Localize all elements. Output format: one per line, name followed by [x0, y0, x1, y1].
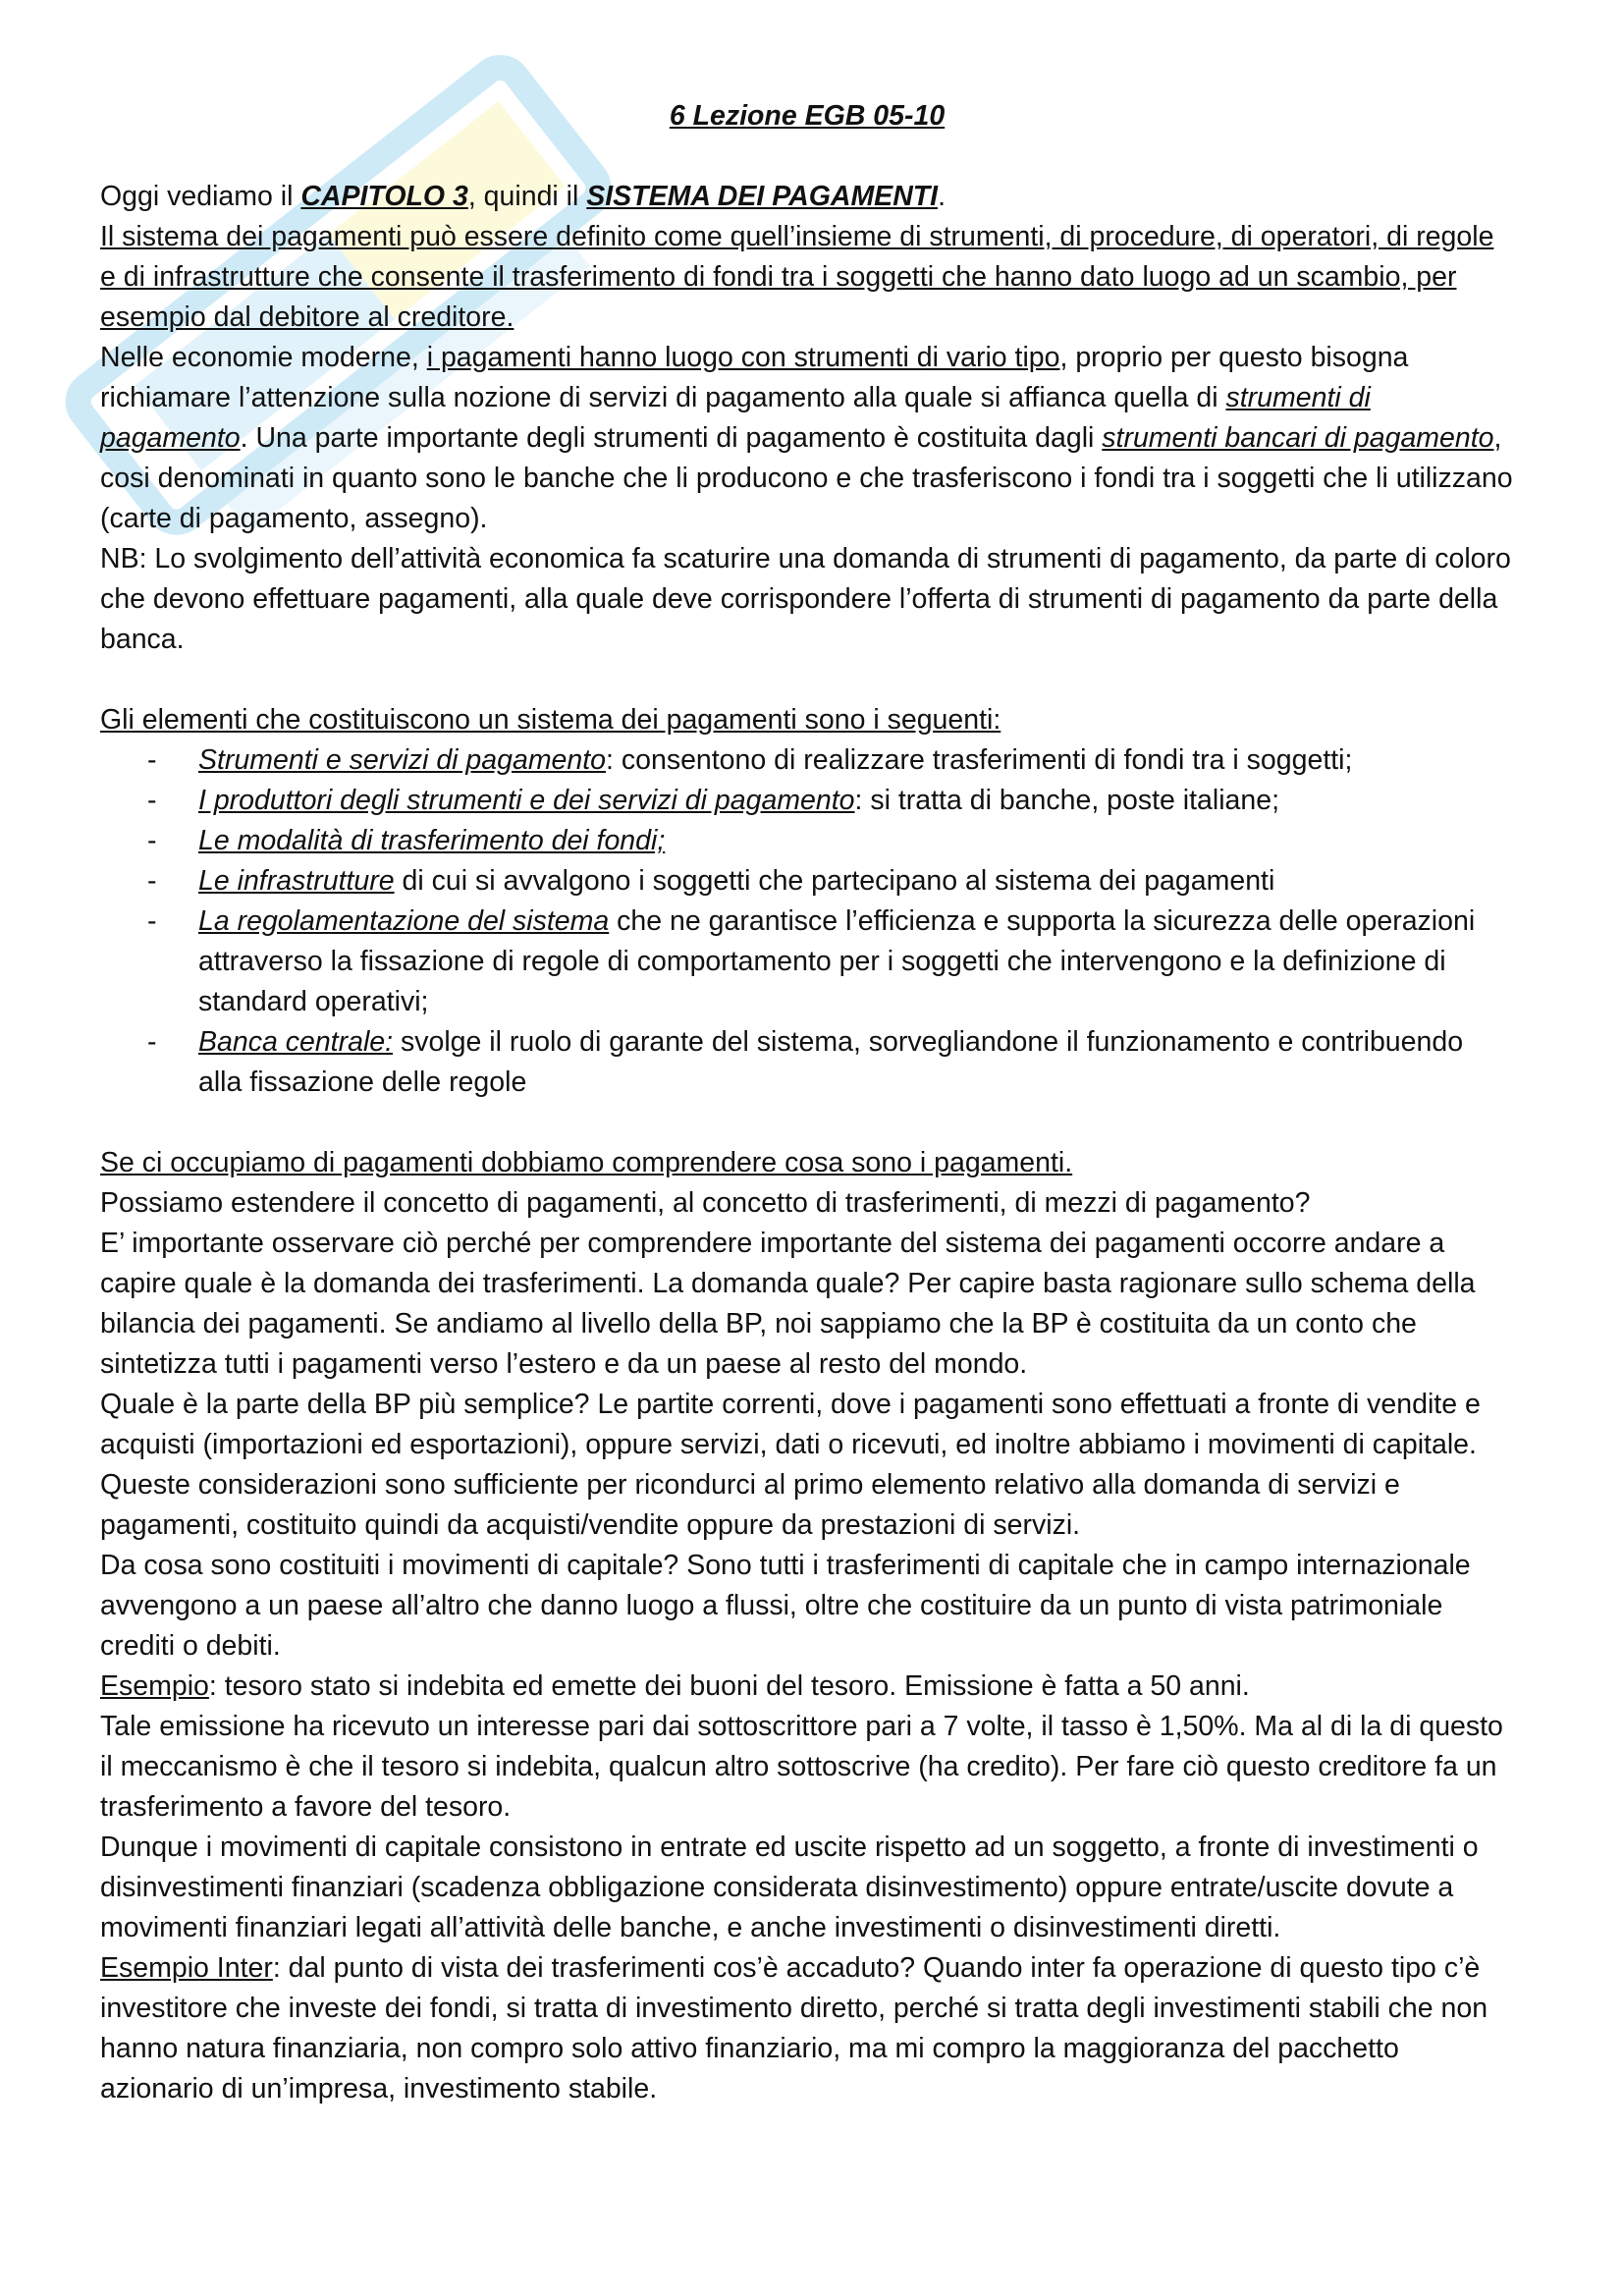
body-paragraph: Dunque i movimenti di capitale consistono in entrate ed uscite rispetto ad un soggetto, a fronte di investimenti o disinvestimenti finanziari (scadenza obbligazione considerata disinvestimento) oppure entrate/uscite dovute a movimenti finanziari legati all’attività delle banche, e anche investimenti o disinvestimenti diretti.	[100, 1831, 1479, 1943]
body-paragraph: E’ importante osservare ciò perché per comprendere importante del sistema dei pagamenti occorre andare a capire quale è la domanda dei trasferimenti. La domanda quale? Per capire basta ragionare sullo schema della bilancia dei pagamenti. Se andiamo al livello della BP, noi sappiamo che la BP è costituita da un conto che sintetizza tutti i pagamenti verso l’estero e da un paese al resto del mondo.	[100, 1228, 1476, 1380]
nb-paragraph: NB: Lo svolgimento dell’attività economica fa scaturire una domanda di strumenti di pagamento, da parte di coloro che devono effettuare pagamenti, alla quale deve corrispondere l’offerta di strumenti di pagamento da parte della banca.	[100, 543, 1511, 655]
example-label: Esempio Inter	[100, 1952, 273, 1984]
body-paragraph: Possiamo estendere il concetto di pagamenti, al concetto di trasferimenti, di mezzi di pagamento?	[100, 1187, 1311, 1219]
body-paragraph: Da cosa sono costituiti i movimenti di capitale? Sono tutti i trasferimenti di capitale che in campo internazionale avvengono a un paese all’altro che danno luogo a flussi, oltre che costituire da un punto di vista patrimoniale crediti o debiti.	[100, 1550, 1471, 1662]
list-item: - Strumenti e servizi di pagamento: consentono di realizzare trasferimenti di fondi tra i soggetti;	[100, 740, 1514, 781]
example-label: Esempio	[100, 1670, 209, 1702]
chapter-ref: CAPITOLO 3	[300, 181, 468, 212]
example-paragraph: Esempio Inter: dal punto di vista dei trasferimenti cos’è accaduto? Quando inter fa operazione di questo tipo c’è investitore che investe dei fondi, si tratta di investimento diretto, perché si tratta degli investimenti stabili che non hanno natura finanziaria, non compro solo attivo finanziario, ma mi compro la maggioranza del pacchetto azionario di un’impresa, investimento stabile.	[100, 1952, 1488, 2105]
body-paragraph: Quale è la parte della BP più semplice? Le partite correnti, dove i pagamenti sono effettuati a fronte di vendite e acquisti (importazioni ed esportazioni), oppure servizi, dati o ricevuti, ed inoltre abbiamo i movimenti di capitale. Queste considerazioni sono sufficiente per ricondurci al primo elemento relativo alla domanda di servizi e pagamenti, costituito quindi da acquisti/vendite oppure da prestazioni di servizi.	[100, 1389, 1481, 1541]
economies-paragraph: Nelle economie moderne, i pagamenti hanno luogo con strumenti di vario tipo, proprio per questo bisogna richiamare l’attenzione sulla nozione di servizi di pagamento alla quale si affianca quella di strumenti di pagamento. Una parte importante degli strumenti di pagamento è costituita dagli strumenti bancari di pagamento, cosi denominati in quanto sono le banche che li producono e che trasferiscono i fondi tra i soggetti che li utilizzano (carte di pagamento, assegno).	[100, 342, 1513, 534]
term-strumenti-di-pagamento: strumenti di pagamento	[100, 382, 1371, 454]
body-paragraph: Tale emissione ha ricevuto un interesse pari dai sottoscrittore pari a 7 volte, il tasso è 1,50%. Ma al di la di questo il meccanismo è che il tesoro si indebita, qualcun altro sottoscrive (ha credito). Per fare ciò questo creditore fa un trasferimento a favore del tesoro.	[100, 1711, 1503, 1823]
list-item: - La regolamentazione del sistema che ne garantisce l’efficienza e supporta la sicurezza delle operazioni attraverso la fissazione di regole di comportamento per i soggetti che intervengono e la definizione di standard operativi;	[100, 902, 1514, 1022]
payments-heading: Se ci occupiamo di pagamenti dobbiamo comprendere cosa sono i pagamenti.	[100, 1147, 1073, 1178]
list-item: - Banca centrale: svolge il ruolo di garante del sistema, sorvegliandone il funzionamento e contribuendo alla fissazione delle regole	[100, 1022, 1514, 1103]
elements-heading: Gli elementi che costituiscono un sistema dei pagamenti sono i seguenti:	[100, 704, 1001, 736]
intro-line: Oggi vediamo il CAPITOLO 3, quindi il SISTEMA DEI PAGAMENTI.	[100, 181, 947, 212]
page-title: 6 Lezione EGB 05-10	[669, 100, 946, 132]
topic-ref: SISTEMA DEI PAGAMENTI	[586, 181, 939, 212]
term-strumenti-bancari: strumenti bancari di pagamento	[1102, 422, 1494, 454]
list-item: - I produttori degli strumenti e dei servizi di pagamento: si tratta di banche, poste italiane;	[100, 781, 1514, 821]
list-item: - Le infrastrutture di cui si avvalgono i soggetti che partecipano al sistema dei pagamenti	[100, 861, 1514, 902]
document-page	[100, 96, 1514, 2109]
list-item: - Le modalità di trasferimento dei fondi;	[100, 821, 1514, 861]
elements-list	[100, 740, 1514, 1103]
definition-paragraph: Il sistema dei pagamenti può essere definito come quell’insieme di strumenti, di procedure, di operatori, di regole e di infrastrutture che consente il trasferimento di fondi tra i soggetti che hanno dato luogo ad un scambio, per esempio dal debitore al creditore.	[100, 221, 1494, 333]
example-paragraph: Esempio: tesoro stato si indebita ed emette dei buoni del tesoro. Emissione è fatta a 50 anni.	[100, 1670, 1250, 1702]
